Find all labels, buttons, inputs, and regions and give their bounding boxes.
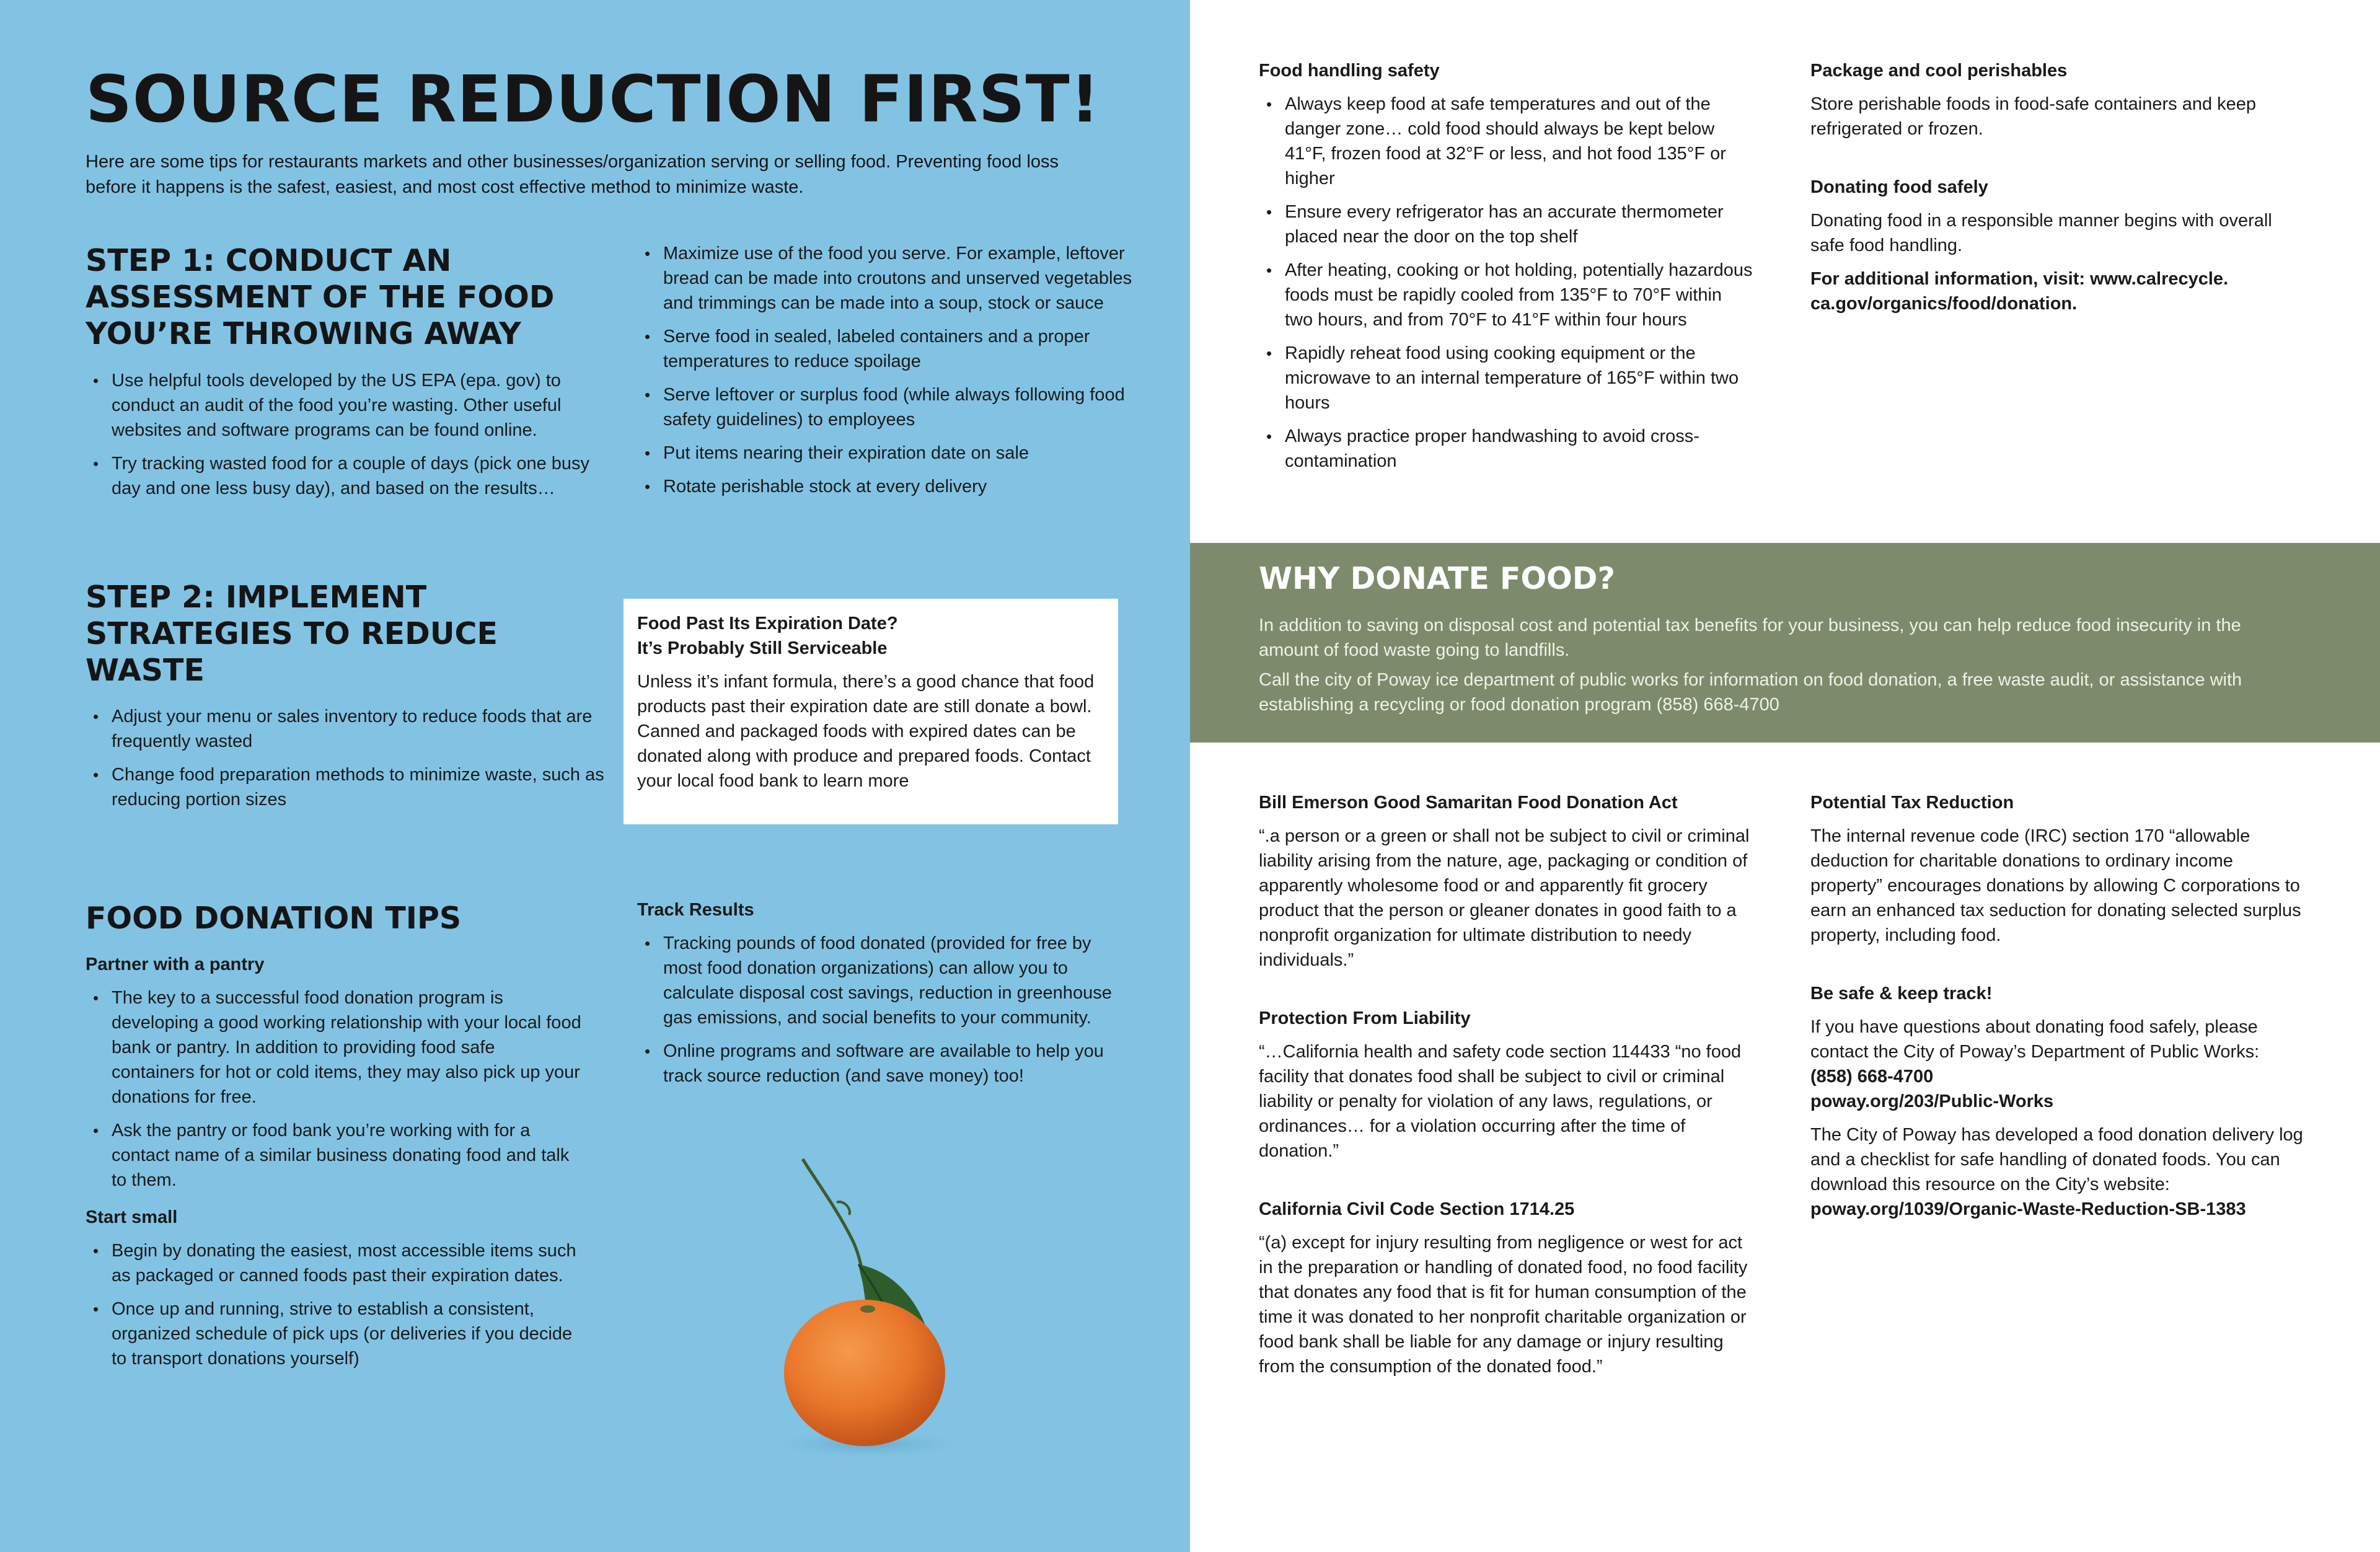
public-works-link[interactable]: poway.org/203/Public-Works [1810, 1091, 2054, 1111]
page-title: SOURCE REDUCTION FIRST! [86, 61, 1101, 137]
why-donate-heading: WHY DONATE FOOD? [1259, 561, 1615, 596]
list-item: • Adjust your menu or sales inventory to reduce foods that are frequently wasted [112, 704, 607, 754]
callout-body: Unless it’s infant formula, there’s a good chance that food products past their expiration date are still donate a bowl. Canned and packaged foods with expired dates can be donated along with produce and prepared foods. Contact your local food bank to learn more [637, 672, 1095, 791]
emerson-title: Bill Emerson Good Samaritan Food Donation Act [1259, 793, 1678, 813]
callout-title-line2: It’s Probably Still Serviceable [637, 638, 888, 658]
package-title: Package and cool perishables [1810, 61, 2068, 81]
list-item: • Always practice proper handwashing to avoid cross-contamination [1285, 424, 1755, 474]
tax-body: The internal revenue code (IRC) section 170 “allowable deduction for charitable donations to ordinary income property” encourages donations by allowing C corporations to earn an enhanced tax seduction for donating selected surplus property, including food. [1810, 826, 2301, 945]
list-item: • Tracking pounds of food donated (provided for free by most food donation organizations) can allow you to calculate disposal cost savings, reduction in greenhouse gas emissions, and social benefits to your community. [663, 931, 1127, 1030]
list-item: • Once up and running, strive to establish a consistent, organized schedule of pick ups (or deliveries if you decide to transport donations yourself) [112, 1297, 581, 1371]
list-item: • Ensure every refrigerator has an accurate thermometer placed near the door on the top shelf [1285, 200, 1755, 249]
package-column [1810, 58, 2306, 325]
track-results-column [637, 897, 1127, 1097]
food-safety-list [1259, 92, 1755, 474]
tax-column [1810, 790, 2306, 1230]
track-list [637, 931, 1127, 1088]
emerson-body: “.a person or a green or shall not be subject to civil or criminal liability arising from the nature, age, packaging or condition of apparently wholesome food or and apparently fit grocery product that the person or gleaner donates in good faith to a nonprofit organization for ultimate distribution to needy individuals.” [1259, 826, 1750, 970]
list-item: • After heating, cooking or hot holding, potentially hazardous foods must be rapidly cooled from 135°F to 70°F within two hours, and from 70°F to 41°F within four hours [1285, 258, 1755, 332]
donation-tips-column [86, 952, 581, 1380]
partner-list [86, 985, 581, 1193]
food-safety-column [1259, 58, 1755, 482]
safe-track-title: Be safe & keep track! [1810, 984, 1993, 1003]
liability-body: “…California health and safety code section 114433 “no food facility that donates food shall be subject to civil or criminal liability or penalty for violation of any laws, regulations, or ordinances… for a violation occurring after the time of donation.” [1259, 1042, 1742, 1161]
civil-code-body: “(a) except for injury resulting from negligence or west for act in the preparation or handling of donated food, no food facility that donates any food that is fit for human consumption of the time it was donated to her nonprofit charitable organization or food bank shall be liable for any damage or injury resulting from the consumption of the donated food.” [1259, 1233, 1748, 1377]
step2-list [86, 704, 607, 821]
list-item: • Online programs and software are available to help you track source reduction (and save money) too! [663, 1039, 1127, 1088]
list-item: • Ask the pantry or food bank you’re working with for a contact name of a similar business donating food and talk to them. [112, 1118, 581, 1193]
list-item: • Rapidly reheat food using cooking equipment or the microwave to an internal temperature of 165°F within two hours [1285, 341, 1755, 415]
donation-tips-heading: FOOD DONATION TIPS [86, 901, 462, 936]
partner-title: Partner with a pantry [86, 955, 265, 974]
start-small-title: Start small [86, 1207, 178, 1227]
organic-waste-link[interactable]: poway.org/1039/Organic-Waste-Reduction-SB-1383 [1810, 1199, 2246, 1219]
step1-list [86, 368, 607, 509]
legal-column [1259, 790, 1755, 1388]
callout-title-line1: Food Past Its Expiration Date? [637, 614, 898, 633]
why-donate-p2: Call the city of Poway ice department of public works for information on food donation, a free waste audit, or assistance with establishing a recycling or food donation program (858) 668-4700 [1259, 670, 2242, 715]
list-item: • Rotate perishable stock at every delivery [663, 474, 1147, 499]
list-item: • Put items nearing their expiration date on sale [663, 441, 1147, 465]
list-item: • Change food preparation methods to minimize waste, such as reducing portion sizes [112, 762, 607, 812]
safe-track-body: If you have questions about donating food safely, please contact the City of Poway’s Department of Public Works: [1810, 1017, 2260, 1062]
list-item: • Begin by donating the easiest, most accessible items such as packaged or canned foods past their expiration dates. [112, 1238, 581, 1288]
additional-info-link[interactable]: For additional information, visit: www.calrecycle. ca.gov/organics/food/donation. [1810, 269, 2229, 314]
donating-safely-body: Donating food in a responsible manner begins with overall safe food handling. [1810, 211, 2272, 255]
safe-track-body2: The City of Poway has developed a food donation delivery log and a checklist for safe handling of donated foods. You can download this resource on the City’s website: [1810, 1125, 2303, 1194]
list-item: • Maximize use of the food you serve. For example, leftover bread can be made into croutons and unserved vegetables and trimmings can be made into a soup, stock or sauce [663, 241, 1147, 315]
strategies-list [637, 241, 1147, 508]
list-item: • Serve leftover or surplus food (while always following food safety guidelines) to employees [663, 382, 1147, 432]
why-donate-p1: In addition to saving on disposal cost and potential tax benefits for your business, you can help reduce food insecurity in the amount of food waste going to landfills. [1259, 615, 2241, 660]
intro-text: Here are some tips for restaurants markets and other businesses/organization serving or selling food. Preventing food loss before it happens is the safest, easiest, and most cost effective method to minimize waste. [86, 152, 1059, 197]
step2-heading: STEP 2: IMPLEMENT STRATEGIES TO REDUCE WASTE [86, 580, 498, 688]
civil-code-title: California Civil Code Section 1714.25 [1259, 1199, 1575, 1219]
liability-title: Protection From Liability [1259, 1008, 1471, 1028]
package-body: Store perishable foods in food-safe containers and keep refrigerated or frozen. [1810, 94, 2257, 139]
tax-title: Potential Tax Reduction [1810, 793, 2014, 813]
why-donate-banner [1190, 543, 2380, 743]
list-item: • Use helpful tools developed by the US EPA (epa. gov) to conduct an audit of the food you’re wasting. Other useful websites and software programs can be found online. [112, 368, 607, 443]
phone-number[interactable]: (858) 668-4700 [1810, 1067, 1934, 1087]
list-item: • The key to a successful food donation program is developing a good working relationship with your local food bank or pantry. In addition to providing food safe containers for hot or cold items, they may also pick up your donations for free. [112, 985, 581, 1109]
donating-safely-title: Donating food safely [1810, 177, 1988, 197]
tangerine-image [744, 1140, 1004, 1488]
step1-heading: STEP 1: CONDUCT AN ASSESSMENT OF THE FOOD YOU’RE THROWING AWAY [86, 243, 555, 351]
start-small-list [86, 1238, 581, 1371]
track-title: Track Results [637, 900, 754, 920]
list-item: • Try tracking wasted food for a couple of days (pick one busy day and one less busy day), and based on the results… [112, 451, 607, 501]
food-safety-title: Food handling safety [1259, 61, 1440, 81]
expiration-callout-box [624, 599, 1118, 824]
list-item: • Serve food in sealed, labeled containers and a proper temperatures to reduce spoilage [663, 324, 1147, 374]
list-item: • Always keep food at safe temperatures and out of the danger zone… cold food should always be kept below 41°F, frozen food at 32°F or less, and hot food 135°F or higher [1285, 92, 1755, 191]
